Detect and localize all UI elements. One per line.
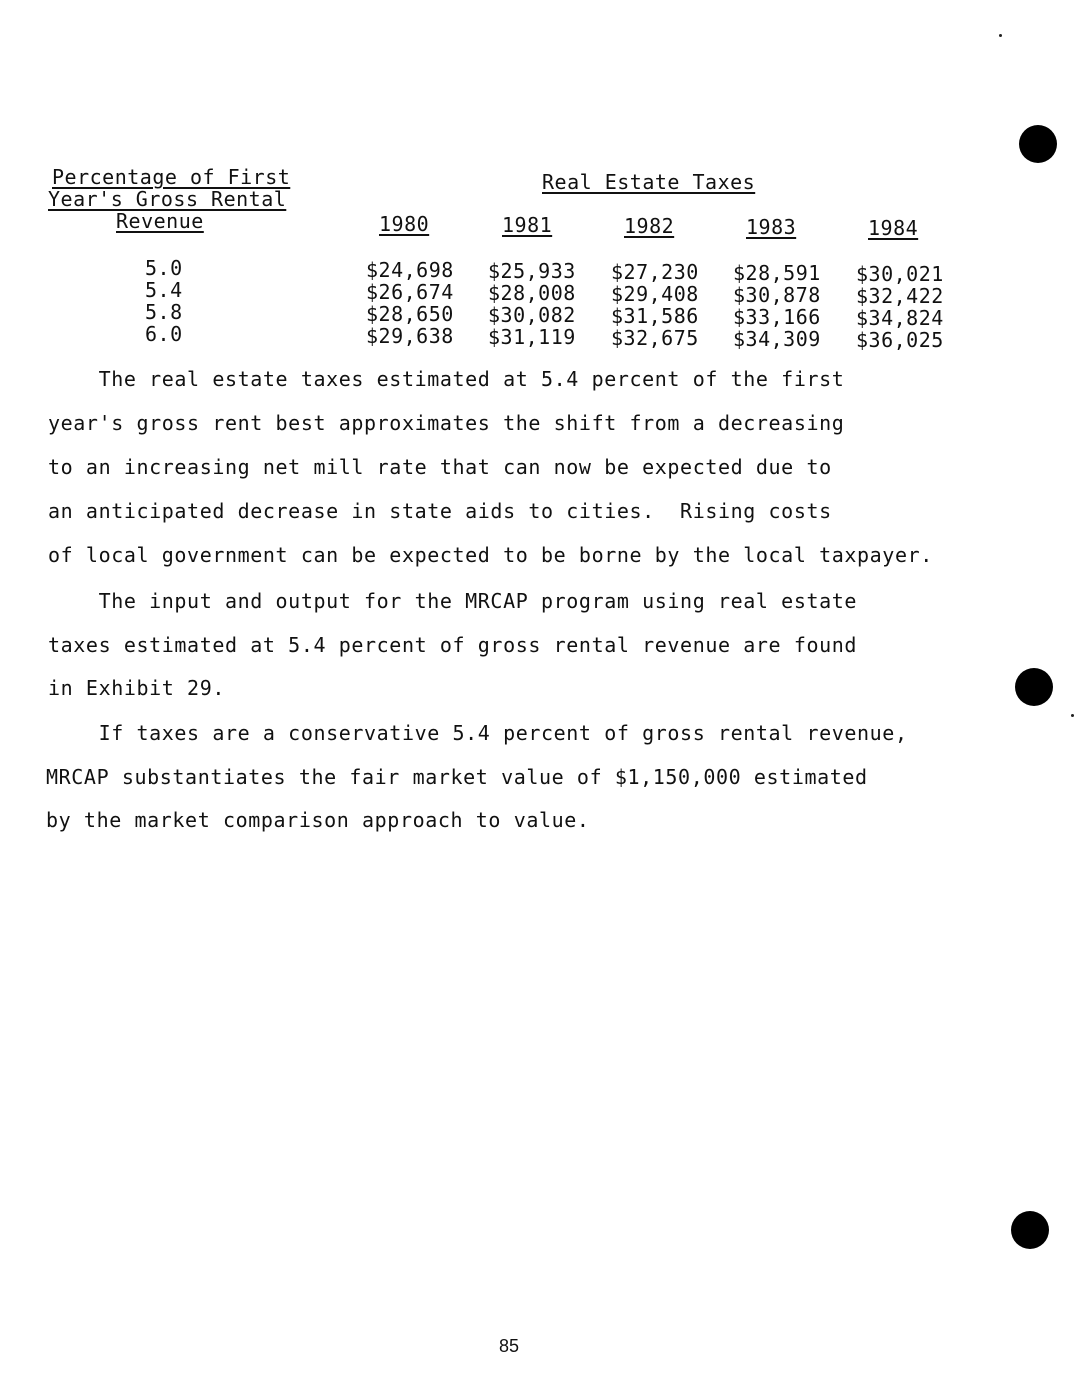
- table-cell: $29,638: [366, 324, 454, 348]
- paragraph-line: to an increasing net mill rate that can now be expected due to: [48, 455, 832, 479]
- row-pct: 6.0: [145, 322, 183, 346]
- table-cell: $28,591: [733, 261, 821, 285]
- year-header-1981: 1981: [502, 213, 553, 237]
- punch-hole-top: [1019, 125, 1057, 163]
- paragraph-line: taxes estimated at 5.4 percent of gross rental revenue are found: [48, 633, 858, 657]
- paragraph-line: MRCAP substantiates the fair market value of $1,150,000 estimated: [46, 765, 868, 789]
- paragraph-line: year's gross rent best approximates the shift from a decreasing: [48, 411, 845, 435]
- left-header-line-2: Year's Gross Rental: [48, 187, 287, 211]
- table-cell: $25,933: [488, 259, 576, 283]
- table-cell: $34,309: [733, 327, 821, 351]
- table-cell: $36,025: [856, 328, 944, 352]
- left-header-line-3: Revenue: [116, 209, 204, 233]
- page-number: 85: [499, 1336, 520, 1356]
- table-cell: $29,408: [611, 282, 699, 306]
- year-header-1984: 1984: [868, 216, 919, 240]
- scan-speck: [999, 34, 1002, 37]
- row-pct: 5.8: [145, 300, 183, 324]
- group-header: Real Estate Taxes: [542, 170, 756, 194]
- year-header-1982: 1982: [624, 214, 675, 238]
- year-header-1980: 1980: [379, 212, 430, 236]
- paragraph-line: If taxes are a conservative 5.4 percent of gross rental revenue,: [48, 721, 908, 745]
- table-cell: $32,422: [856, 284, 944, 308]
- paragraph-line: an anticipated decrease in state aids to cities. Rising costs: [48, 499, 832, 523]
- row-pct: 5.4: [145, 278, 183, 302]
- paragraph-line: The real estate taxes estimated at 5.4 percent of the first: [48, 367, 845, 391]
- table-cell: $30,021: [856, 262, 944, 286]
- table-cell: $26,674: [366, 280, 454, 304]
- table-cell: $32,675: [611, 326, 699, 350]
- punch-hole-middle: [1015, 668, 1053, 706]
- table-cell: $31,119: [488, 325, 576, 349]
- table-cell: $24,698: [366, 258, 454, 282]
- table-cell: $30,878: [733, 283, 821, 307]
- paragraph-line: The input and output for the MRCAP program using real estate: [48, 589, 858, 613]
- row-pct: 5.0: [145, 256, 183, 280]
- year-header-1983: 1983: [746, 215, 797, 239]
- table-cell: $30,082: [488, 303, 576, 327]
- paragraph-line: of local government can be expected to be borne by the local taxpayer.: [48, 543, 933, 567]
- paragraph-line: in Exhibit 29.: [48, 676, 225, 700]
- scan-speck: [1071, 714, 1074, 717]
- table-cell: $28,650: [366, 302, 454, 326]
- table-cell: $27,230: [611, 260, 699, 284]
- table-cell: $34,824: [856, 306, 944, 330]
- table-cell: $33,166: [733, 305, 821, 329]
- paragraph-line: by the market comparison approach to value.: [46, 808, 590, 832]
- punch-hole-bottom: [1011, 1211, 1049, 1249]
- table-cell: $31,586: [611, 304, 699, 328]
- left-header-line-1: Percentage of First: [52, 165, 291, 189]
- table-cell: $28,008: [488, 281, 576, 305]
